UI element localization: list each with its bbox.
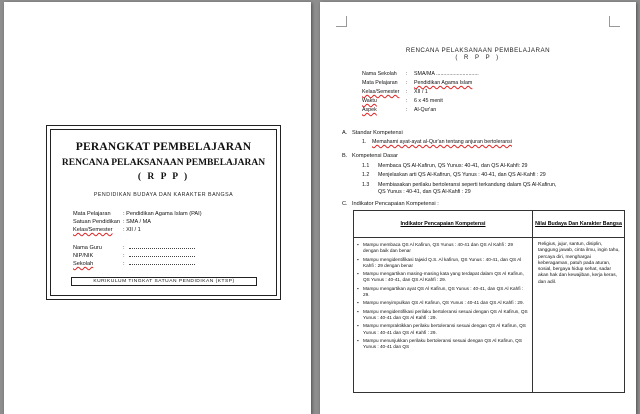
meta-row: Aspek : Al-Qur'an xyxy=(362,107,437,113)
crop-mark-top-right xyxy=(609,16,620,27)
list-item: ▪ Mampu mengidentifikasi tajwid Q.S. Al kafirun, QS Yunus : 40-41, dan QS Al Kahfi : 29 dengan benar xyxy=(357,257,529,270)
meta-row: Mata Pelajaran : Pendidikan Agama Islam xyxy=(362,80,473,86)
list-item: ▪ Mampu mengartikan ayat QS Al Kafirun, QS Yunus : 40-41, dan QS Al Kahfi : 29. xyxy=(357,286,529,299)
values-column-header: Nilai Budaya Dan Karakter Bangsa xyxy=(533,211,625,238)
table-header-row xyxy=(354,211,625,238)
meta-value: XII / 1 xyxy=(414,89,428,95)
cover-inner-frame xyxy=(50,129,277,296)
cover-field xyxy=(73,211,202,217)
rpp-subtitle: ( R P P ) xyxy=(455,55,501,61)
cover-blank-field: Sekolah : xyxy=(73,259,195,267)
section-a-heading: A. Standar Kompetensi xyxy=(342,130,403,136)
list-item: ▪ Mampu mengidentifikasi perilaku bertoleransi sesuai dengan QS Al Kafirun, QS Yunus : 40-41 dan QS Al Kahfi : 29. xyxy=(357,309,529,322)
cover-field-label: Satuan Pendidikan xyxy=(73,219,120,225)
character-values-text: Religius, jujur, santun, disiplin, tanggung jawab, cinta ilmu, ingin tahu, percaya diri, menghargai keberagaman, patuh pada aturan, sosial, bergaya hidup sehat, sadar akan hak dan kewajiban, kerja keras, dan adil. xyxy=(538,242,620,285)
cover-field-label: Kelas/Semester xyxy=(73,227,113,233)
cover-blank-label: Nama Guru xyxy=(73,245,102,251)
cover-page xyxy=(4,2,311,414)
cover-title-rpp: RENCANA PELAKSANAAN PEMBELAJARAN xyxy=(61,158,266,168)
dotted-line xyxy=(129,251,195,257)
cover-field-value: : XII / 1 xyxy=(123,227,141,233)
rpp-page xyxy=(320,2,636,414)
meta-row: Nama Sekolah : SMA/MA ............................. xyxy=(362,71,479,77)
meta-value: Al-Qur'an xyxy=(414,107,437,113)
crop-mark-top-left xyxy=(336,16,347,27)
cover-blank-field: Nama Guru : xyxy=(73,243,195,251)
indicator-list xyxy=(357,242,529,350)
cover-frame xyxy=(46,125,281,300)
cover-field-value: : Pendidikan Agama Islam (PAI) xyxy=(123,211,202,217)
cover-field xyxy=(73,227,141,233)
list-item: ▪ Mampu menunjukkan perilaku bertoleransi sesuai dengan QS Al Kafirun, QS Yunus : 40-41 dan QS xyxy=(357,338,529,351)
meta-row: Kelas/Semester : XII / 1 xyxy=(362,89,428,95)
cover-field-label: Mata Pelajaran xyxy=(73,211,111,217)
meta-value: 6 x 45 menit xyxy=(414,98,443,104)
table-row xyxy=(354,238,625,393)
curriculum-box: KURIKULUM TINGKAT SATUAN PENDIDIKAN (KTSP) xyxy=(71,277,257,286)
section-b-heading: B. Kompetensi Dasar xyxy=(342,153,399,159)
competency-item: 1.1 Membaca QS Al-Kafirun, QS Yunus: 40-41, dan QS Al-Kahfi: 29 xyxy=(362,163,528,169)
cover-field-value: : SMA / MA xyxy=(123,219,151,225)
indicator-column-header: Indikator Pencapaian Kompetensi xyxy=(354,211,533,238)
cover-blank-label: NIP/NIK xyxy=(73,253,94,259)
list-item: ▪ Mampu mengartikan masing-masing kata yang terdapat dalam QS Al Kafirun, QS Yunus : 40-41, dan QS Al Kahfi : 29. xyxy=(357,271,529,284)
cover-blank-label: Sekolah xyxy=(73,261,94,267)
cover-subtitle: PENDIDIKAN BUDAYA DAN KARAKTER BANGSA xyxy=(93,192,234,198)
list-item: ▪ Mampu menyimpulkan QS Al Kafirun, QS Yunus : 40-41 dan QS Al Kahfi : 29. xyxy=(357,300,529,306)
competency-item: 1.2 Menjelaskan arti QS Al-Kafirun, QS Yunus : 40-41, dan QS Al-Kahfi : 29 xyxy=(362,172,546,178)
cover-field xyxy=(73,219,151,225)
cover-blank-field: NIP/NIK : xyxy=(73,251,195,259)
meta-value: Pendidikan Agama Islam xyxy=(414,80,473,86)
dotted-line xyxy=(129,259,195,265)
cover-title-abbrev: ( R P P ) xyxy=(137,172,190,182)
competency-item: 1.3 Membiasakan perilaku bertoleransi seperti terkandung dalam QS Al-Kafirun, xyxy=(362,182,557,188)
dotted-line xyxy=(129,243,195,249)
indicator-cell xyxy=(354,238,533,393)
cover-title: PERANGKAT PEMBELAJARAN xyxy=(75,141,252,153)
section-c-heading: C. Indikator Pencapaian Kompetensi : xyxy=(342,201,439,207)
rpp-title: RENCANA PELAKSANAAN PEMBELAJARAN xyxy=(405,47,551,54)
meta-row: Waktu : 6 x 45 menit xyxy=(362,98,443,104)
values-cell xyxy=(533,238,625,393)
meta-value: SMA/MA ............................. xyxy=(414,71,479,77)
competency-item-continued: QS Yunus : 40-41, dan QS Al-Kahfi : 29 xyxy=(378,189,471,195)
list-item: ▪ Mampu membaca QS Al Kafirun, QS Yunus : 40-41 dan QS Al Kahfi : 29 dengan baik dan benar xyxy=(357,242,529,255)
standard-item: 1. Memahami ayat-ayat al-Qur'an tentang anjuran bertoleransi xyxy=(362,139,512,145)
indicator-table xyxy=(353,210,625,393)
list-item: ▪ Mampu mempraktikkan perilaku bertoleransi sesuai dengan QS Al Kafirun, QS Yunus : 40-41 dan QS Al Kahfi : 29. xyxy=(357,323,529,336)
